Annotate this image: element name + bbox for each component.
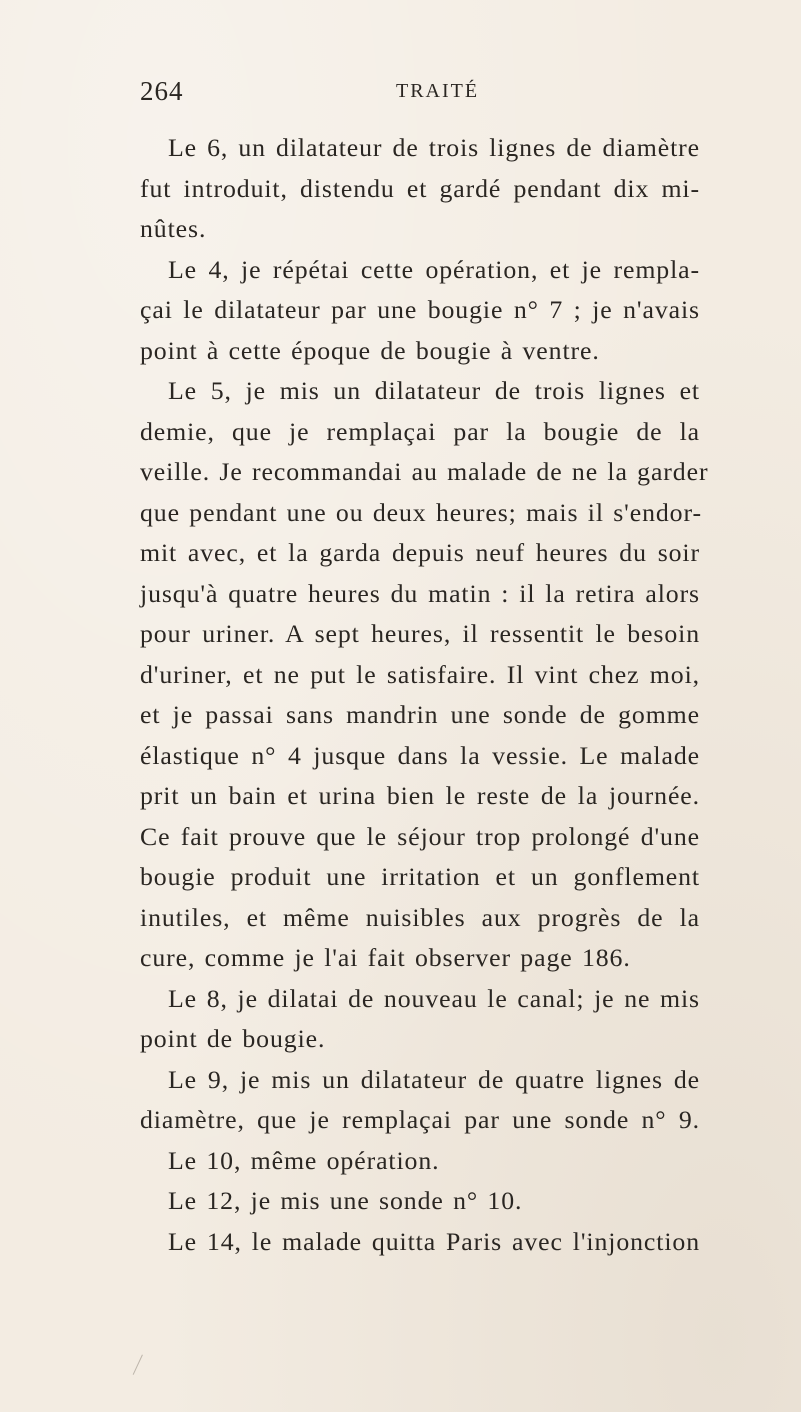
text-line: Le 10, même opération. [168,1145,440,1175]
text-line: Le 5, je mis un dilatateur de trois lignes et [168,376,700,405]
text-line: inutiles, et même nuisibles aux progrès de la [140,902,700,932]
text-line: élastique n° 4 jusque dans la vessie. Le malade [140,740,700,770]
body-text [140,128,709,1262]
paper-mark [133,1355,149,1378]
text-line: d'uriner, et ne put le satisfaire. Il vint chez moi, [140,659,700,689]
text-line: point à cette époque de bougie à ventre. [140,335,600,365]
text-line: fut introduit, distendu et gardé pendant dix mi- [140,173,700,203]
text-line: veille. Je recommandai au malade de ne la garder [140,457,709,486]
text-line: Ce fait prouve que le séjour trop prolongé d'une [140,821,700,851]
text-line: çai le dilatateur par une bougie n° 7 ; je n'avais [140,295,700,324]
text-line: jusqu'à quatre heures du matin : il la retira alors [140,578,700,608]
text-line: et je passai sans mandrin une sonde de gomme [140,700,700,729]
text-line: bougie produit une irritation et un gonflement [140,862,700,891]
text-line: mit avec, et la garda depuis neuf heures du soir [140,538,700,567]
text-line: diamètre, que je remplaçai par une sonde n° 9. [140,1105,700,1134]
text-line: que pendant une ou deux heures; mais il s'endor- [140,497,702,527]
page-number: 264 [140,76,184,106]
text-line: cure, comme je l'ai fait observer page 186. [140,943,631,972]
text-line: Le 6, un dilatateur de trois lignes de diamètre [168,133,700,162]
text-line: Le 8, je dilatai de nouveau le canal; je ne mis [168,983,700,1013]
text-line: nûtes. [140,214,207,243]
text-line: Le 9, je mis un dilatateur de quatre lignes de [168,1064,700,1094]
text-line: prit un bain et urina bien le reste de la journée. [140,781,700,810]
page-header [140,72,700,112]
text-line: demie, que je remplaçai par la bougie de la [140,416,700,446]
text-line: Le 14, le malade quitta Paris avec l'injonction [168,1226,700,1256]
text-line: point de bougie. [140,1024,326,1053]
text-line: pour uriner. A sept heures, il ressentit le besoin [140,619,700,648]
running-title: TRAITÉ [396,80,480,102]
text-line: Le 12, je mis une sonde n° 10. [168,1186,523,1215]
text-line: Le 4, je répétai cette opération, et je rempla- [168,254,700,284]
